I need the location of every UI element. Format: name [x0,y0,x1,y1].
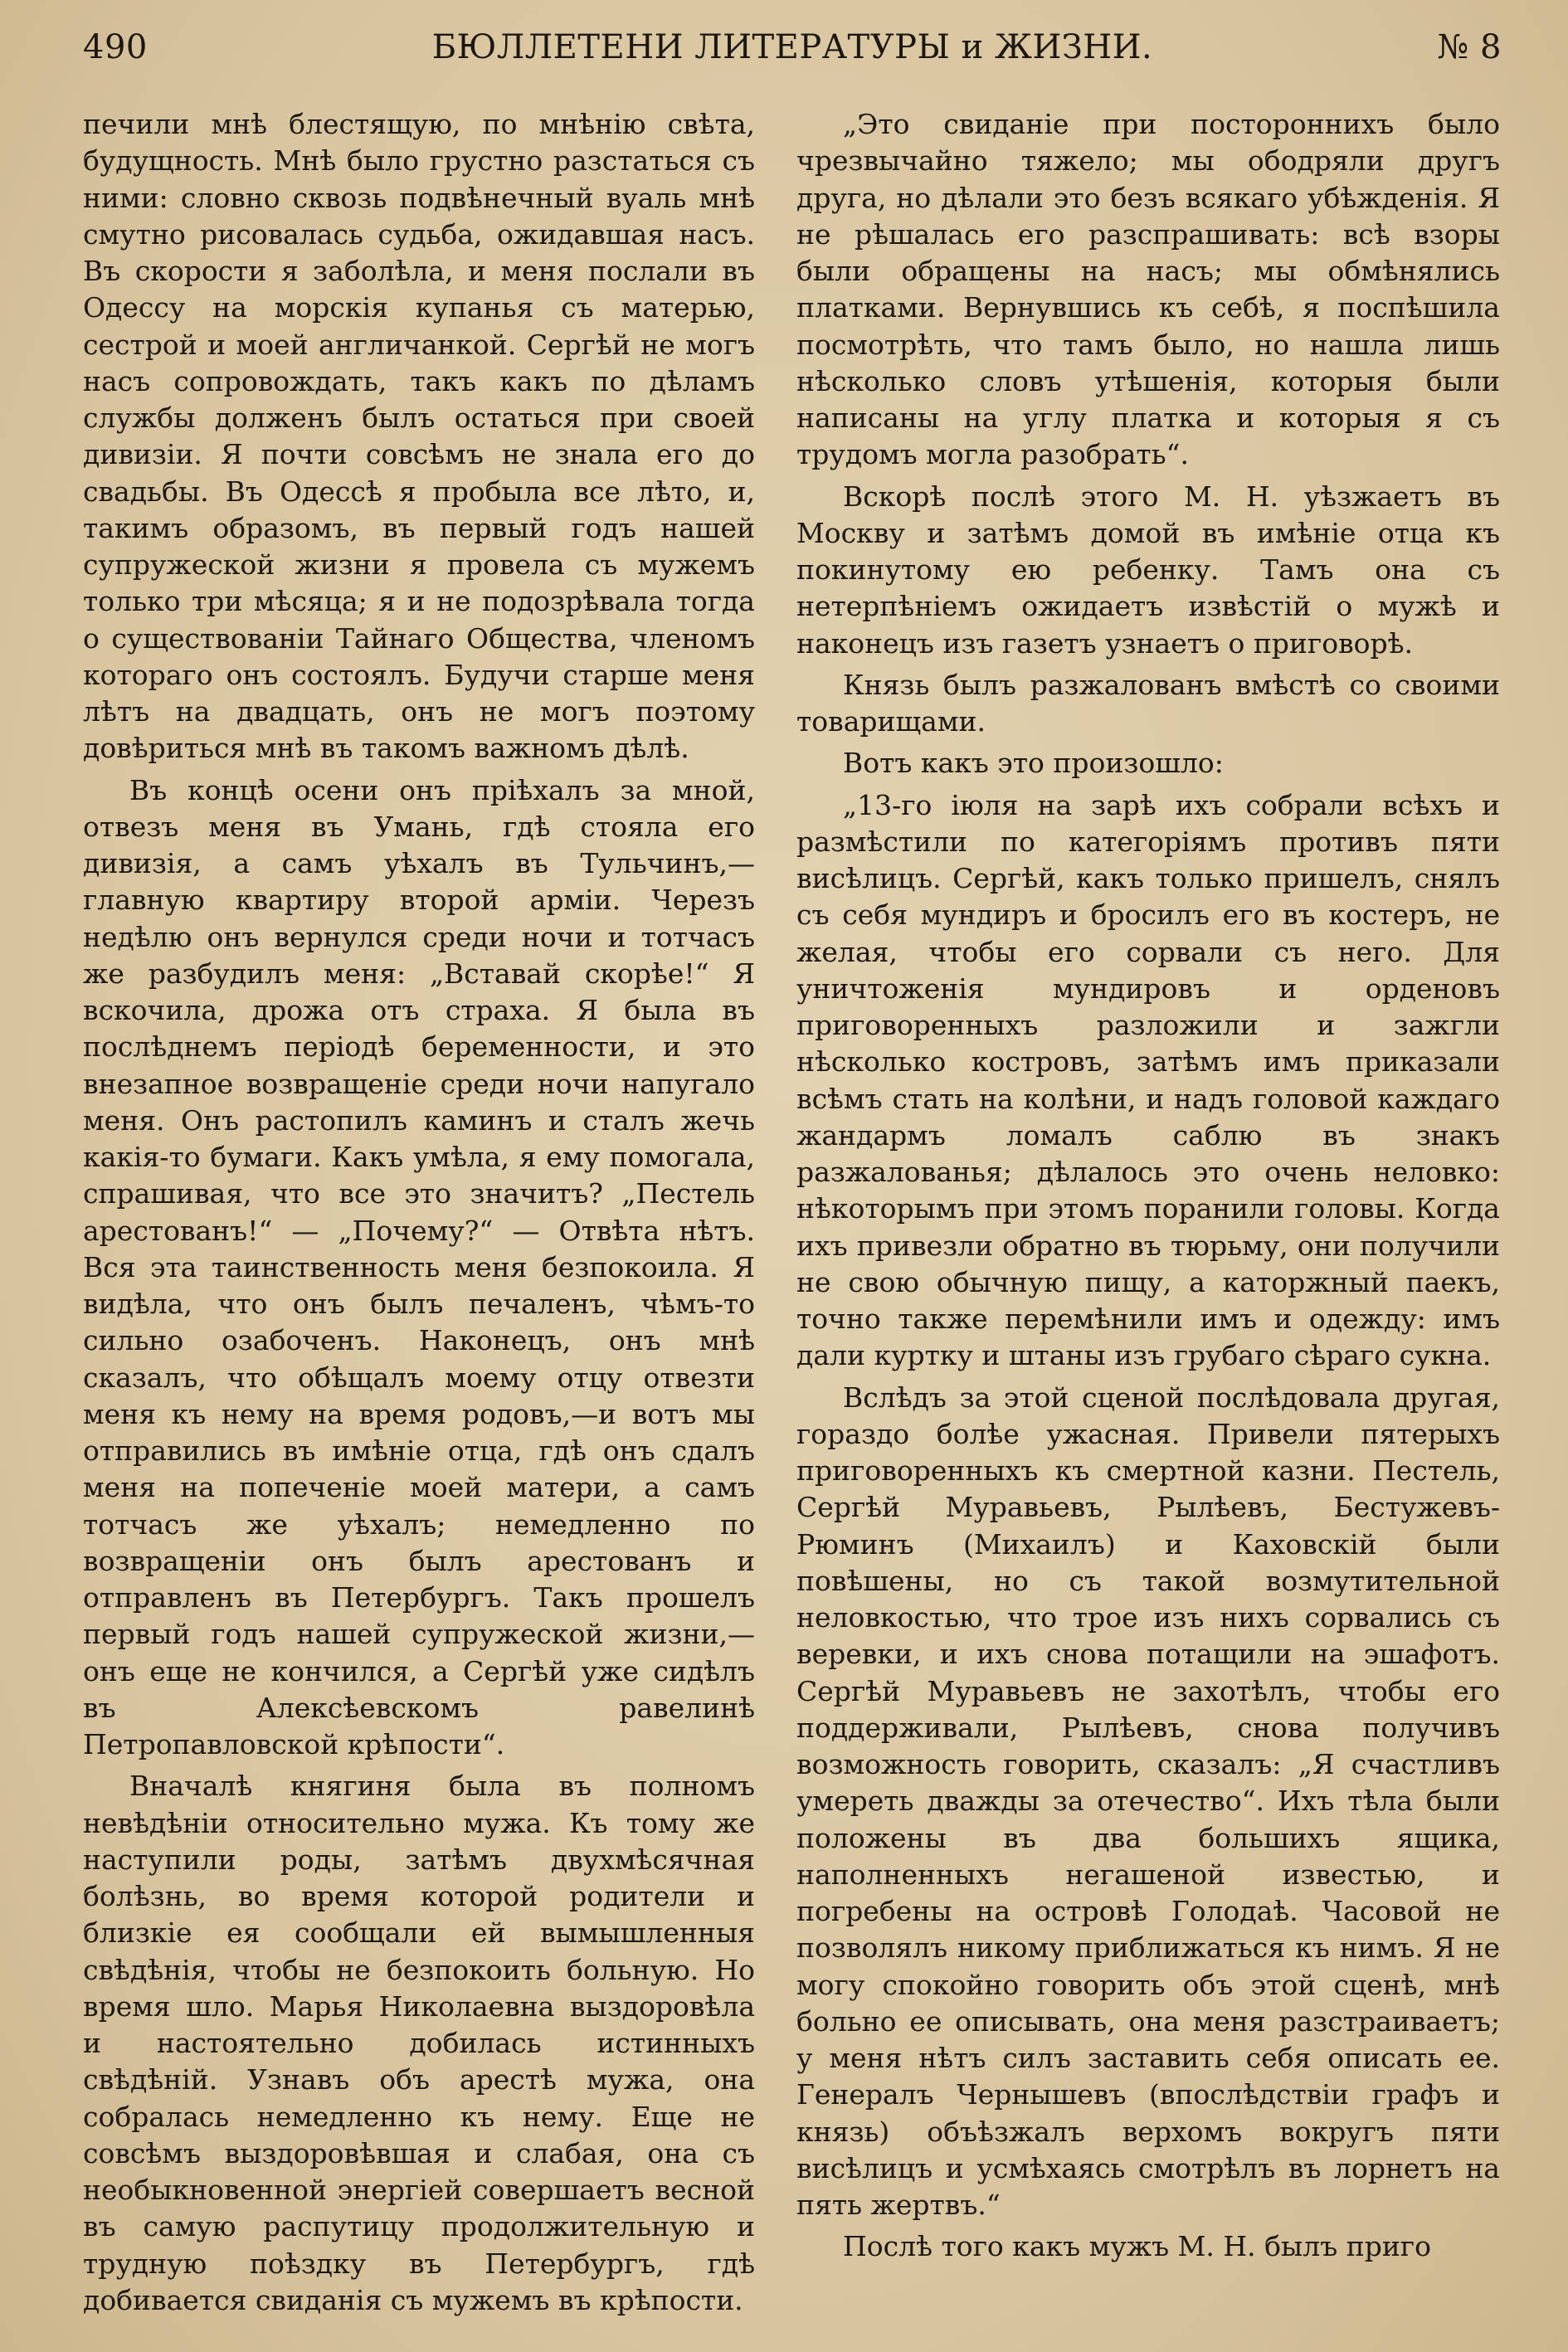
paragraph: Князь былъ разжалованъ вмѣстѣ со своими товарищами. [796,668,1500,738]
page-header [83,28,1502,86]
paragraph: Вотъ какъ это произошло: [843,747,1224,780]
right-column [796,106,1500,2271]
paragraph: печили мнѣ блестящую, по мнѣнію свѣта, будущность. Мнѣ было грустно разстаться съ ними: словно сквозь подвѣнечный вуаль мнѣ смутно рисовалась судьба, ожидавшая насъ. Въ скорости я заболѣла, и меня послали въ Одессу на морскія купанья съ матерью, сестрой и моей англичанкой. Сергѣй не могъ насъ сопровождать, такъ какъ по дѣламъ службы долженъ былъ остаться при своей дивизіи. Я почти совсѣмъ не знала его до свадьбы. Въ Одессѣ я пробыла все лѣто, и, такимъ образомъ, въ первый годъ нашей супружеской жизни я провела съ мужемъ только три мѣсяца; я и не подозрѣвала тогда о существованіи Тайнаго Общества, членомъ котораго онъ состоялъ. Будучи старше меня лѣтъ на двадцать, онъ не могъ поэтому довѣриться мнѣ въ такомъ важномъ дѣлѣ. [83,108,755,765]
paragraph: Вслѣдъ за этой сценой послѣдовала другая, гораздо болѣе ужасная. Привели пятерыхъ приговоренныхъ къ смертной казни. Пестель, Сергѣй Муравьевъ, Рылѣевъ, Бестужевъ-Рюминъ (Михаилъ) и Каховскій были повѣшены, но съ такой возмутительной неловкостью, что трое изъ нихъ сорвались съ веревки, и ихъ снова потащили на эшафотъ. Сергѣй Муравьевъ не захотѣлъ, чтобы его поддерживали, Рылѣевъ, снова получивъ возможность говорить, сказалъ: „Я счастливъ умереть дважды за отечество“. Ихъ тѣла были положены въ два большихъ ящика, наполненныхъ негашеной известью, и погребены на островѣ Голодаѣ. Часовой не позволялъ никому приближаться къ нимъ. Я не могу спокойно говорить объ этой сценѣ, мнѣ больно ее описывать, она меня разстраиваетъ; у меня нѣтъ силъ заставить себя описать ее. Генералъ Чернышевъ (впослѣдствіи графъ и князь) объѣзжалъ верхомъ вокругъ пяти висѣлицъ и усмѣхаясь смотрѣлъ въ лорнетъ на пять жертвъ.“ [796,1381,1500,2221]
paragraph: „Это свиданіе при постороннихъ было чрезвычайно тяжело; мы ободряли другъ друга, но дѣлали это безъ всякаго убѣжденія. Я не рѣшалась его разспрашивать: всѣ взоры были обращены на насъ; мы обмѣнялись платками. Вернувшись къ себѣ, я поспѣшила посмотрѣть, что тамъ было, но нашла лишь нѣсколько словъ утѣшенія, которыя были написаны на углу платка и которыя я съ трудомъ могла разобрать“. [796,108,1500,471]
paragraph: Послѣ того какъ мужъ М. Н. былъ приго [843,2230,1431,2263]
running-title: БЮЛЛЕТЕНИ ЛИТЕРАТУРЫ и ЖИЗНИ. [431,28,1153,66]
paragraph: „13-го іюля на зарѣ ихъ собрали всѣхъ и размѣстили по категоріямъ противъ пяти висѣлицъ. Сергѣй, какъ только пришелъ, снялъ съ себя мундиръ и бросилъ его въ костеръ, не желая, чтобы его сорвали съ него. Для уничтоженія мундировъ и орденовъ приговоренныхъ разложили и зажгли нѣсколько костровъ, затѣмъ имъ приказали всѣмъ стать на колѣни, и надъ головой каждаго жандармъ ломалъ саблю въ знакъ разжалованья; дѣлалось это очень неловко: нѣкоторымъ при этомъ поранили головы. Когда ихъ привезли обратно въ тюрьму, они получили не свою обычную пищу, а каторжный паекъ, точно также перемѣнили имъ и одежду: имъ дали куртку и штаны изъ грубаго сѣраго сукна. [796,788,1500,1372]
left-column [83,106,755,2324]
paragraph: Вначалѣ княгиня была въ полномъ невѣдѣніи относительно мужа. Къ тому же наступили роды, затѣмъ двухмѣсячная болѣзнь, во время которой родители и близкіе ея сообщали ей вымышленныя свѣдѣнія, чтобы не безпокоить больную. Но время шло. Марья Николаевна выздоровѣла и настоятельно добилась истинныхъ свѣдѣній. Узнавъ объ арестѣ мужа, она собралась немедленно къ нему. Еще не совсѣмъ выздоровѣвшая и слабая, она съ необыкновенной энергіей совершаетъ весной въ самую распутицу продолжительную и трудную поѣздку въ Петербургъ, гдѣ добивается свиданія съ мужемъ въ крѣпости. [83,1770,755,2316]
page-number: 490 [83,28,148,66]
paragraph: Въ концѣ осени онъ пріѣхалъ за мной, отвезъ меня въ Умань, гдѣ стояла его дивизія, а самъ уѣхалъ въ Тульчинъ,—главную квартиру второй арміи. Черезъ недѣлю онъ вернулся среди ночи и тотчасъ же разбудилъ меня: „Вставай скорѣе!“ Я вскочила, дрожа отъ страха. Я была въ послѣднемъ періодѣ беременности, и это внезапное возвращеніе среди ночи напугало меня. Онъ растопилъ каминъ и сталъ жечь какія-то бумаги. Какъ умѣла, я ему помогала, спрашивая, что все это значитъ? „Пестель арестованъ!“ — „Почему?“ — Отвѣта нѣтъ. Вся эта таинственность меня безпокоила. Я видѣла, что онъ былъ печаленъ, чѣмъ-то сильно озабоченъ. Наконецъ, онъ мнѣ сказалъ, что обѣщалъ моему отцу отвезти меня къ нему на время родовъ,—и вотъ мы отправились въ имѣніе отца, гдѣ онъ сдалъ меня на попеченіе моей матери, а самъ тотчасъ же уѣхалъ; немедленно по возвращеніи онъ былъ арестованъ и отправленъ въ Петербургъ. Такъ прошелъ первый годъ нашей супружеской жизни,—онъ еще не кончился, а Сергѣй уже сидѣлъ въ Алексѣевскомъ равелинѣ Петропавловской крѣпости“. [83,773,755,1760]
issue-number: № 8 [1437,28,1502,66]
paragraph: Вскорѣ послѣ этого М. Н. уѣзжаетъ въ Москву и затѣмъ домой въ имѣніе отца къ покинутому ею ребенку. Тамъ она съ нетерпѣніемъ ожидаетъ извѣстій о мужѣ и наконецъ изъ газетъ узнаетъ о приговорѣ. [796,480,1500,660]
